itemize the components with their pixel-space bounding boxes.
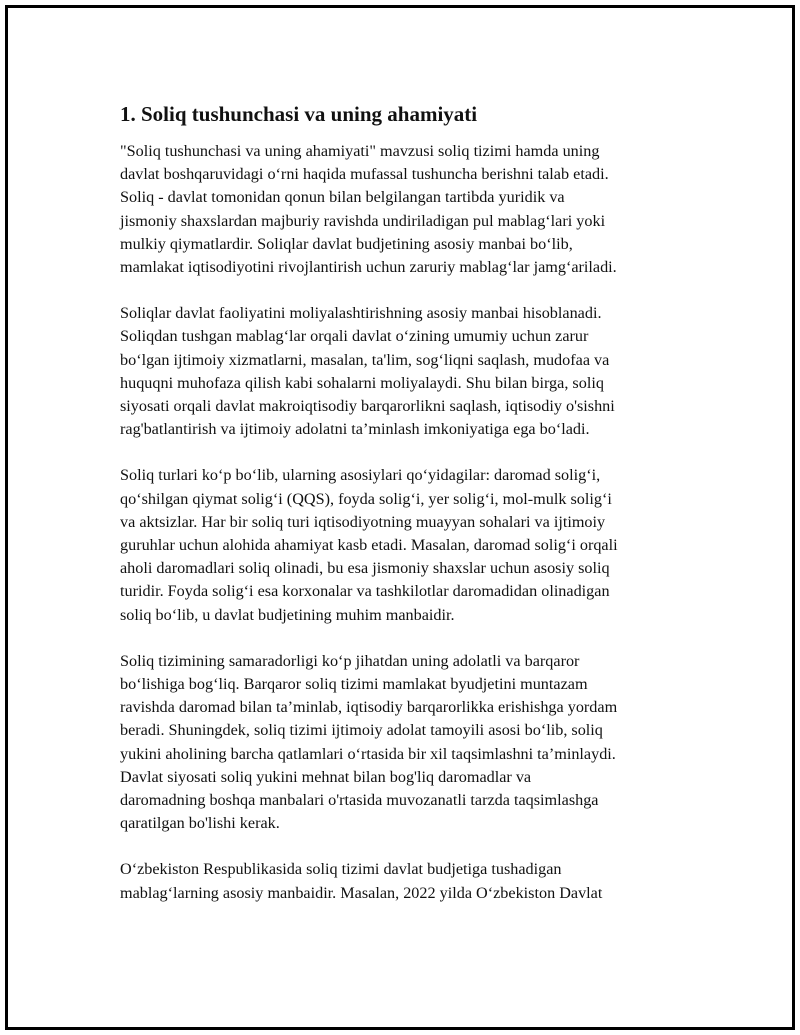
- text-line: ravishda daromad bilan ta’minlab, iqtisodiy barqarorlikka erishishga yordam: [120, 698, 618, 717]
- text-line: yukini aholining barcha qatlamlari o‘rtasida bir xil taqsimlashni ta’minlaydi.: [120, 744, 616, 763]
- text-line: davlat boshqaruvidagi o‘rni haqida mufassal tushuncha berishni talab etadi.: [120, 165, 609, 184]
- text-line: qaratilgan bo'lishi kerak.: [120, 814, 280, 833]
- text-line: huquqni muhofaza qilish kabi sohalarni moliyalaydi. Shu bilan birga, soliq: [120, 373, 604, 392]
- section-heading: 1. Soliq tushunchasi va uning ahamiyati: [120, 102, 478, 126]
- paragraph-5: [120, 858, 700, 904]
- text-line: va aktsizlar. Har bir soliq turi iqtisodiyotning muayyan sohalari va ijtimoiy: [120, 512, 606, 531]
- paragraph-1: [120, 140, 700, 279]
- text-line: mulkiy qiymatlardir. Soliqlar davlat budjetining asosiy manbai bo‘lib,: [120, 234, 573, 253]
- text-line: qo‘shilgan qiymat solig‘i (QQS), foyda solig‘i, yer solig‘i, mol-mulk solig‘i: [120, 489, 612, 508]
- text-line: Soliqdan tushgan mablag‘lar orqali davlat o‘zining umumiy uchun zarur: [120, 327, 589, 346]
- text-line: Soliq - davlat tomonidan qonun bilan belgilangan tartibda yuridik va: [120, 188, 565, 207]
- text-line: rag'batlantirish va ijtimoiy adolatni ta’minlash imkoniyatiga ega bo‘ladi.: [120, 420, 590, 439]
- text-line: aholi daromadlari soliq olinadi, bu esa jismoniy shaxslar uchun asosiy soliq: [120, 559, 610, 578]
- text-line: daromadning boshqa manbalari o'rtasida muvozanatli tarzda taqsimlashga: [120, 791, 599, 810]
- text-line: guruhlar uchun alohida ahamiyat kasb etadi. Masalan, daromad solig‘i orqali: [120, 536, 618, 555]
- text-line: jismoniy shaxslardan majburiy ravishda undiriladigan pul mablag‘lari yoki: [120, 211, 606, 230]
- text-line: Davlat siyosati soliq yukini mehnat bilan bog'liq daromadlar va: [120, 767, 532, 786]
- paragraph-2: [120, 302, 700, 441]
- paragraph-3: [120, 464, 700, 626]
- text-line: "Soliq tushunchasi va uning ahamiyati" mavzusi soliq tizimi hamda uning: [120, 142, 600, 160]
- text-line: Soliqlar davlat faoliyatini moliyalashtirishning asosiy manbai hisoblanadi.: [120, 304, 602, 323]
- text-line: bo‘lgan ijtimoiy xizmatlarni, masalan, ta'lim, sog‘liqni saqlash, mudofaa va: [120, 350, 610, 369]
- text-line: Soliq tizimining samaradorligi ko‘p jihatdan uning adolatli va barqaror: [120, 651, 580, 670]
- text-line: bo‘lishiga bog‘liq. Barqaror soliq tizimi mamlakat byudjetini muntazam: [120, 675, 588, 694]
- text-line: turidir. Foyda solig‘i esa korxonalar va tashkilotlar daromadidan olinadigan: [120, 582, 610, 601]
- text-line: beradi. Shuningdek, soliq tizimi ijtimoiy adolat tamoyili asosi bo‘lib, soliq: [120, 721, 603, 740]
- text-line: soliq bo‘lib, u davlat budjetining muhim manbaidir.: [120, 605, 455, 624]
- text-line: mamlakat iqtisodiyotini rivojlantirish uchun zaruriy mablag‘lar jamg‘ariladi.: [120, 258, 617, 277]
- text-line: Soliq turlari ko‘p bo‘lib, ularning asosiylari qo‘yidagilar: daromad solig‘i,: [120, 466, 601, 485]
- paragraph-4: [120, 650, 700, 836]
- document-body: [120, 100, 700, 928]
- text-line: O‘zbekiston Respublikasida soliq tizimi davlat budjetiga tushadigan: [120, 860, 562, 879]
- text-line: mablag‘larning asosiy manbaidir. Masalan, 2022 yilda O‘zbekiston Davlat: [120, 883, 603, 902]
- text-line: siyosati orqali davlat makroiqtisodiy barqarorlikni saqlash, iqtisodiy o'sishni: [120, 397, 615, 416]
- page-frame: [5, 5, 795, 1030]
